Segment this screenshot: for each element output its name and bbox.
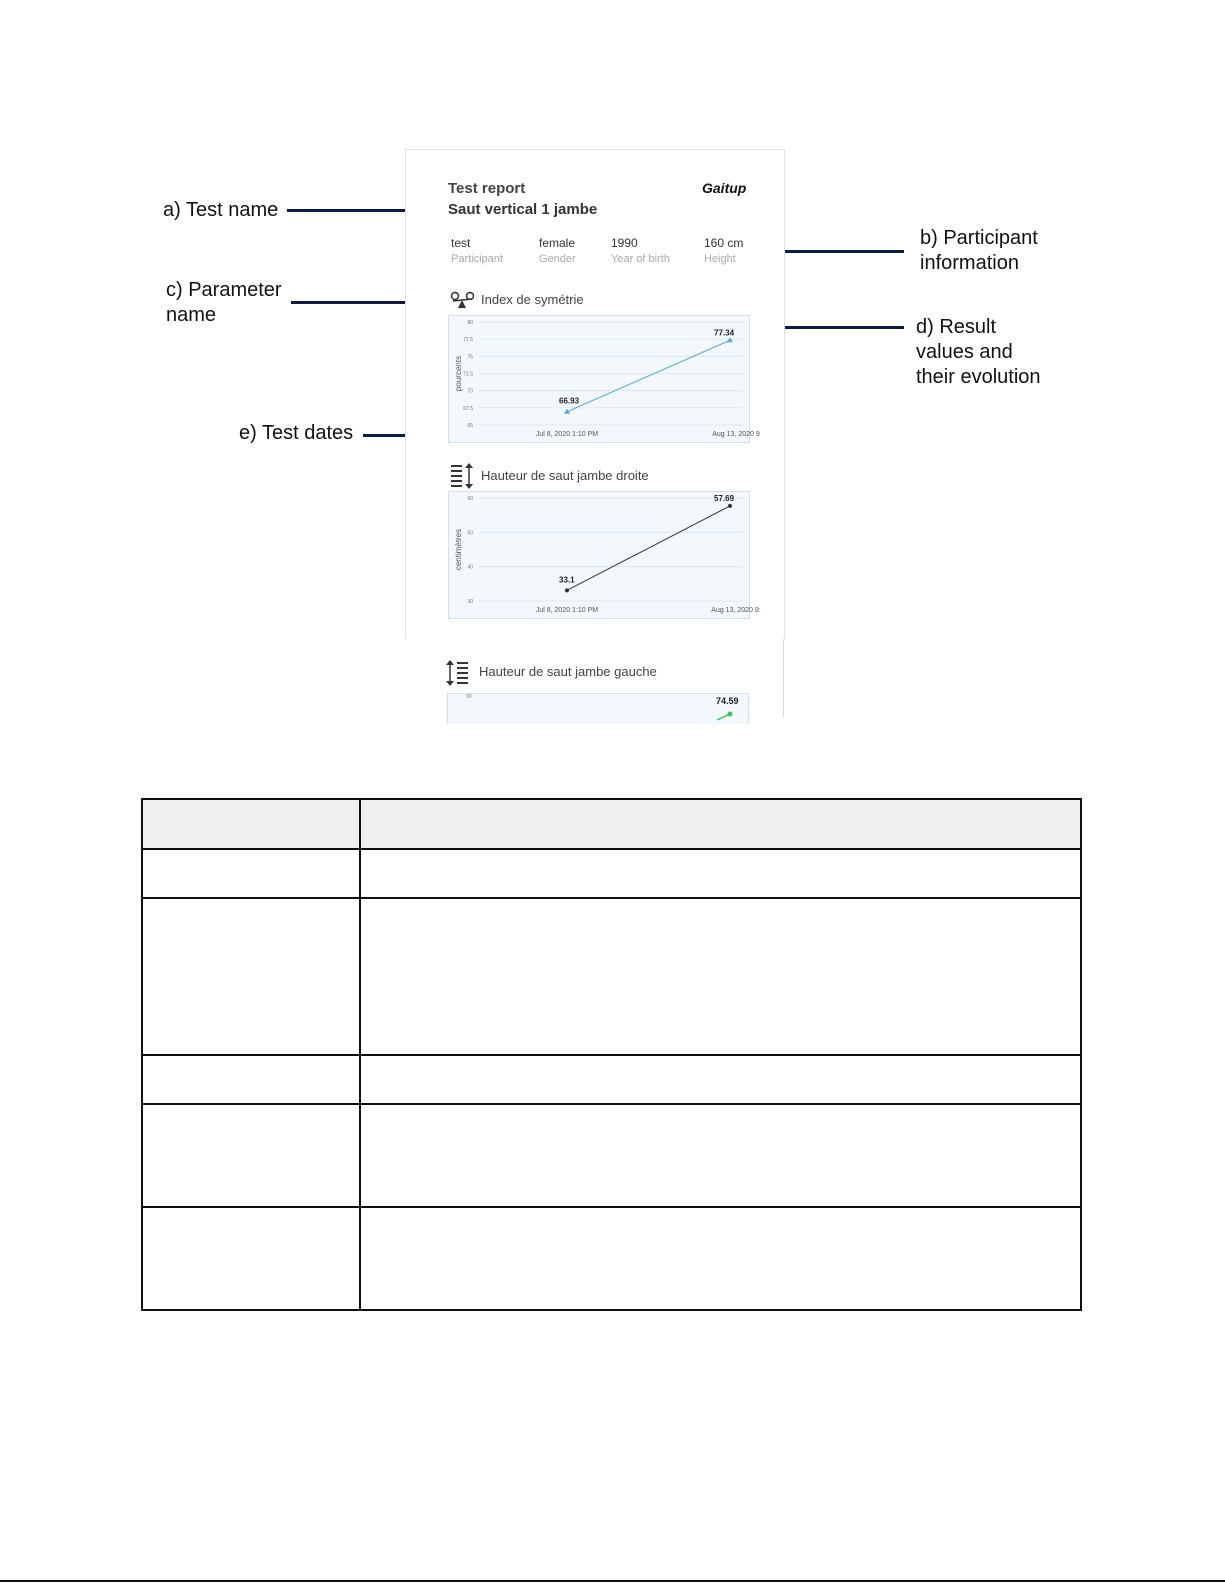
chart2-title: Hauteur de saut jambe droite (481, 468, 649, 483)
table-row (142, 1055, 1081, 1104)
logo: Gaitup (702, 180, 747, 196)
participant-name-label: Participant (451, 253, 503, 265)
table-header-cell (360, 799, 1081, 849)
table-cell (360, 898, 1081, 1055)
participant-birth-value: 1990 (611, 236, 638, 250)
participant-name-value: test (451, 236, 471, 250)
table-header-row (142, 799, 1081, 849)
annotation-test-name: a) Test name (163, 199, 279, 221)
chart2-xtick-label: Jul 8, 2020 1:10 PM (535, 607, 599, 614)
chart1-ytick-label: 75 (467, 354, 473, 361)
table-cell (142, 1104, 360, 1207)
chart3-ytick: 90 (466, 694, 472, 700)
chart2-xtick-label: Aug 13, 2020 9: (711, 607, 761, 614)
chart1-series-line (567, 340, 730, 411)
annotation-parameter-line2: name (166, 304, 217, 326)
description-table (141, 798, 1082, 1311)
table-row (142, 898, 1081, 1055)
chart1-ytick-label: 67.5 (463, 405, 473, 412)
chart3-title: Hauteur de saut jambe gauche (479, 664, 657, 679)
chart1-area (448, 315, 760, 443)
annotation-participant-line2: information (920, 252, 1019, 274)
chart1-ytick-label: 80 (467, 320, 473, 326)
participant-height-value: 160 cm (704, 236, 744, 250)
chart3-area (447, 693, 749, 724)
page-bottom-rule (0, 1580, 1225, 1582)
table-cell (360, 1207, 1081, 1310)
jump-right-icon (450, 463, 476, 489)
table-cell (360, 849, 1081, 898)
chart1-data-point (727, 337, 733, 342)
annotation-participant-info (920, 226, 1038, 276)
chart2-data-label: 33.1 (559, 575, 575, 585)
participant-gender-value: female (539, 236, 576, 250)
annotation-parameter-line1: c) Parameter (166, 279, 282, 301)
chart1-ylabel: pourcents (454, 355, 463, 392)
chart1-ytick-label: 72.5 (463, 371, 473, 378)
chart1-data-label: 77.34 (714, 328, 735, 338)
table-row (142, 1104, 1081, 1207)
chart3-value-label: 74.59 (716, 696, 739, 706)
chart2-ytick-label: 50 (467, 530, 473, 537)
report-preview (405, 149, 785, 640)
annotation-result-line2: values and (916, 341, 1013, 363)
annotation-test-dates: e) Test dates (239, 422, 354, 444)
chart1-title: Index de symétrie (481, 292, 584, 307)
chart2-svg (449, 492, 761, 618)
chart2-area (448, 491, 761, 619)
table-row (142, 849, 1081, 898)
chart1-ytick-label: 70 (467, 388, 473, 395)
table-cell (360, 1104, 1081, 1207)
chart1-xtick-label: Jul 8, 2020 1:10 PM (535, 431, 599, 438)
table-cell (360, 1055, 1081, 1104)
annotation-result-line3: their evolution (916, 366, 1041, 388)
report-preview-continued (405, 639, 784, 717)
participant-birth-label: Year of birth (611, 253, 670, 265)
participant-gender-label: Gender (539, 253, 576, 265)
table-cell (142, 1055, 360, 1104)
annotation-result-line1: d) Result (916, 316, 997, 338)
jump-left-icon (445, 660, 471, 686)
report-test-name: Saut vertical 1 jambe (448, 201, 598, 218)
chart1-svg (449, 316, 760, 442)
chart2-series-line (567, 506, 730, 590)
participant-height-label: Height (704, 253, 736, 265)
chart2-data-point (728, 504, 732, 508)
chart2-ytick-label: 30 (467, 599, 473, 605)
report-title: Test report (448, 180, 526, 197)
table-cell (142, 898, 360, 1055)
symmetry-icon (450, 291, 476, 309)
annotation-participant-line1: b) Participant (920, 227, 1038, 249)
chart1-xtick-label: Aug 13, 2020 9 (712, 431, 760, 438)
table-cell (142, 1207, 360, 1310)
annotation-result-values (916, 315, 1041, 390)
chart1-ytick-label: 77.5 (463, 337, 473, 344)
chart1-data-label: 66.93 (559, 396, 580, 406)
chart1-ytick-label: 65 (467, 423, 473, 429)
chart3-point (713, 708, 743, 722)
annotation-parameter-name (166, 278, 282, 328)
chart2-ytick-label: 40 (467, 564, 473, 571)
chart2-ytick-label: 60 (467, 496, 473, 502)
table-row (142, 1207, 1081, 1310)
table-header-cell (142, 799, 360, 849)
chart2-ylabel: centimètres (454, 528, 463, 571)
table-cell (142, 849, 360, 898)
chart2-data-point (565, 588, 569, 592)
chart2-data-label: 57.69 (714, 493, 735, 503)
